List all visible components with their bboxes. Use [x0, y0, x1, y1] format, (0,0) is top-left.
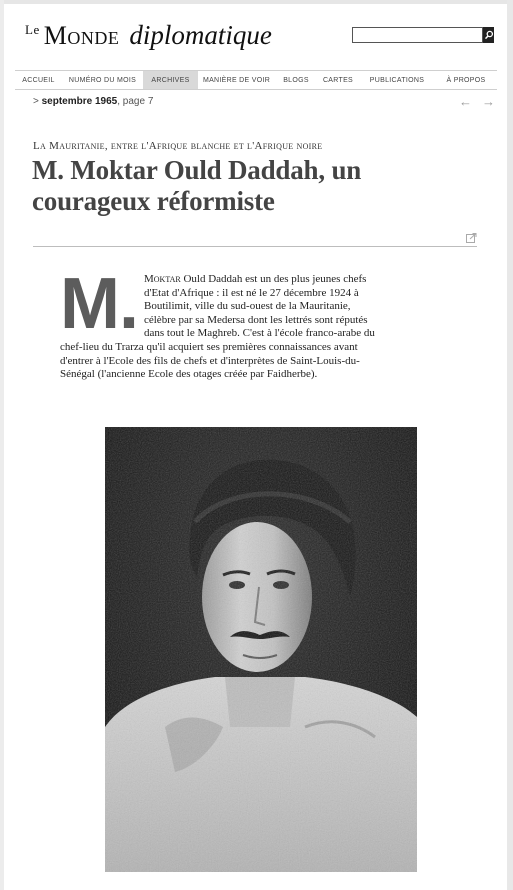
lead-word: Moktar: [143, 273, 181, 285]
article-kicker: La Mauritanie, entre l'Afrique blanche et l'Afrique noire: [33, 140, 323, 152]
nav-item-archives[interactable]: ARCHIVES: [143, 71, 198, 89]
breadcrumb-date[interactable]: septembre 1965: [41, 96, 118, 107]
nav-item-numero-du-mois[interactable]: NUMÉRO DU MOIS: [68, 76, 137, 84]
window-frame-right: [507, 0, 513, 890]
window-frame-left: [0, 0, 4, 890]
nav-item-a-propos[interactable]: À PROPOS: [446, 76, 486, 84]
nav-item-maniere-de-voir[interactable]: MANIÈRE DE VOIR: [202, 76, 271, 84]
portrait-photo: [105, 427, 417, 872]
search-bar: [352, 27, 494, 43]
article-title: M. Moktar Ould Daddah, un courageux réformiste: [32, 155, 362, 216]
main-nav: [15, 70, 497, 90]
nav-item-blogs[interactable]: BLOGS: [283, 76, 309, 84]
drop-cap: M.: [60, 264, 138, 344]
breadcrumb: [33, 96, 153, 107]
breadcrumb-arrow: >: [33, 96, 39, 107]
portrait-illustration: [105, 427, 417, 872]
title-divider: [33, 246, 477, 247]
logo-diplomatique: diplomatique: [129, 20, 272, 50]
next-arrow-icon[interactable]: →: [482, 94, 505, 109]
breadcrumb-page: , page 7: [117, 96, 154, 107]
nav-item-accueil[interactable]: ACCUEIL: [22, 76, 55, 84]
article-body: [60, 264, 380, 382]
search-button[interactable]: [483, 27, 494, 43]
window-frame-top: [0, 0, 513, 4]
search-icon: [484, 30, 494, 40]
site-logo[interactable]: [25, 20, 272, 51]
nav-item-cartes[interactable]: CARTES: [322, 76, 354, 84]
previous-arrow-icon[interactable]: ←: [459, 94, 482, 109]
external-link-icon[interactable]: [466, 233, 477, 243]
logo-le: Le: [25, 22, 40, 37]
article-pagination: [459, 94, 505, 109]
nav-item-publications[interactable]: PUBLICATIONS: [369, 76, 425, 84]
search-input[interactable]: [352, 27, 483, 43]
article-paragraph: Ould Daddah est un des plus jeunes chefs d'Etat d'Afrique : il est né le 27 décembre 1924 à Boutilimit, ville du sud-ouest de la Mauritanie, célèbre par sa Medersa dont les lettrés sont réputés dans tout le Maghreb. C'est à l'école franco-arabe du chef-lieu du Trarza qu'il acquiert ses premières connaissances avant d'entrer à l'Ecole des fils de chefs et d'interprètes de Saint-Louis-du-Sénégal (l'ancienne Ecole des otages créée par Faidherbe).: [60, 273, 375, 381]
logo-monde: Monde: [43, 21, 120, 50]
